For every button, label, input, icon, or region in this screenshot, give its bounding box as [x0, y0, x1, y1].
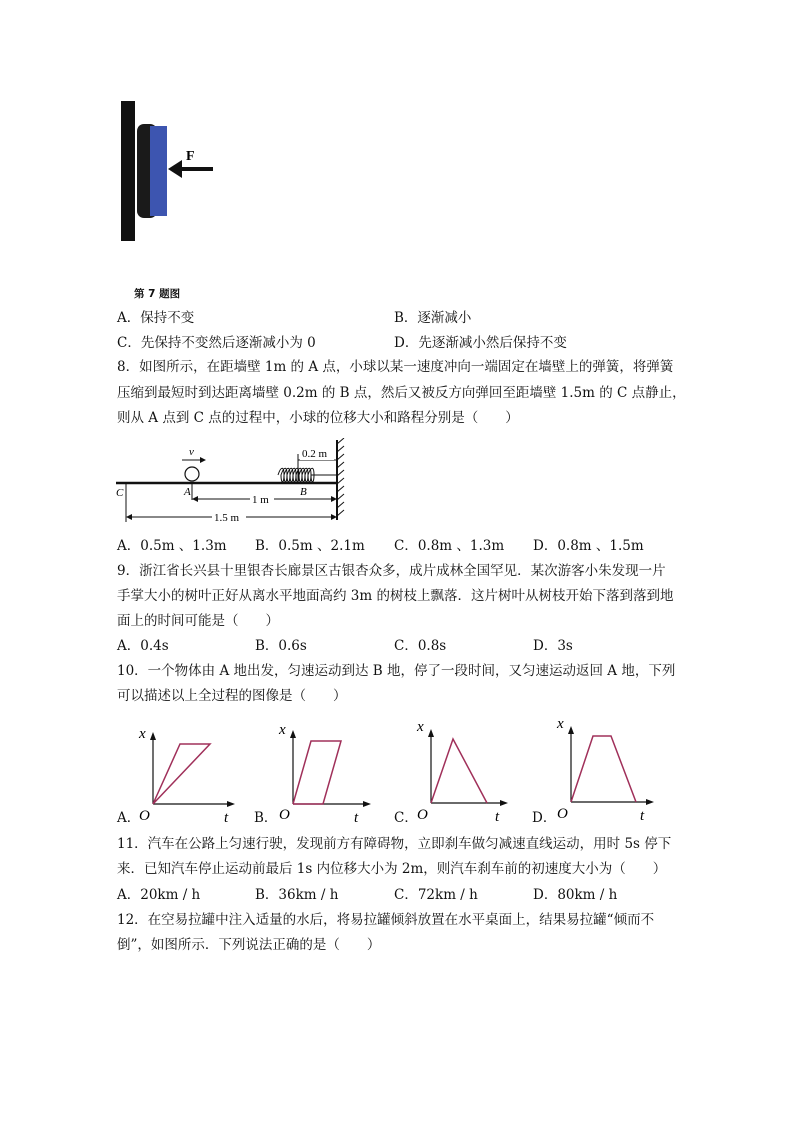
wall — [121, 101, 135, 241]
q7-option-a[interactable]: A．保持不变 — [117, 310, 195, 326]
eraser-front — [150, 126, 167, 216]
q10-option-b-label[interactable]: B． — [254, 810, 278, 826]
q9-option-b[interactable]: B．0.6s — [255, 638, 307, 654]
dim-0.2-label: 0.2 m — [302, 448, 328, 460]
q10-option-a-label[interactable]: A． — [117, 810, 141, 826]
dim-1.5-label: 1.5 m — [214, 512, 240, 524]
q11-option-b[interactable]: B．36km / h — [255, 887, 339, 903]
q10d-x-label: x — [557, 716, 564, 732]
q10-option-c-label[interactable]: C． — [394, 810, 418, 826]
q11-line-2: 来．已知汽车停止运动前最后 1s 内位移大小为 2m，则汽车刹车前的初速度大小为（ ） — [117, 861, 667, 877]
q10a-x-label: x — [139, 726, 146, 742]
q10d-t-arrow — [646, 799, 654, 805]
q9-option-d[interactable]: D．3s — [533, 638, 573, 654]
q10-graph-a[interactable] — [136, 720, 246, 825]
q10c-x-label: x — [417, 719, 424, 735]
q7-option-b[interactable]: B．逐渐减小 — [394, 310, 472, 326]
q8-option-c[interactable]: C．0.8m 、1.3m — [394, 538, 505, 554]
q11-option-a[interactable]: A．20km / h — [117, 887, 201, 903]
q7-caption: 第 7 题图 — [134, 288, 181, 300]
q10b-t-label: t — [354, 810, 359, 825]
q10c-curve — [431, 739, 487, 803]
dim-1.5-arrow-left — [126, 514, 132, 520]
point-a-label: A — [184, 486, 191, 498]
q12-line-2: 倒”，如图所示．下列说法正确的是（ ） — [117, 937, 381, 953]
force-arrow-head — [168, 160, 182, 178]
q10-line-1: 10．一个物体由 A 地出发，匀速运动到达 B 地，停了一段时间，又匀速运动返回 A 地，下列 — [117, 663, 676, 679]
q8-option-b[interactable]: B．0.5m 、2.1m — [255, 538, 365, 554]
q10c-t-arrow — [500, 800, 508, 806]
q10a-origin-label: O — [139, 808, 150, 824]
q9-line-3: 面上的时间可能是（ ） — [117, 613, 279, 629]
q10b-origin-label: O — [279, 807, 290, 823]
velocity-arrow-head — [200, 457, 206, 463]
q12-line-1: 12．在空易拉罐中注入适量的水后，将易拉罐倾斜放置在水平桌面上，结果易拉罐“倾而不 — [117, 912, 655, 928]
q10b-curve — [293, 741, 341, 804]
q11-option-d[interactable]: D．80km / h — [533, 887, 618, 903]
q10d-y-arrow — [568, 726, 574, 734]
q10-graph-c[interactable] — [413, 713, 523, 825]
q11-line-1: 11．汽车在公路上匀速行驶，发现前方有障碍物，立即刹车做匀减速直线运动，用时 5s 停下 — [117, 836, 672, 852]
velocity-label: v — [189, 446, 194, 458]
q10c-t-label: t — [495, 809, 500, 825]
q8-figure — [112, 438, 352, 528]
q9-option-a[interactable]: A．0.4s — [117, 638, 169, 654]
q10a-t-label: t — [224, 810, 229, 825]
point-c-label: C — [116, 487, 124, 499]
dim-1-arrow-left — [192, 496, 198, 502]
force-label: F — [186, 149, 195, 164]
q10d-curve — [571, 736, 636, 802]
point-b-label: B — [300, 486, 307, 498]
q7-option-c[interactable]: C．先保持不变然后逐渐减小为 0 — [117, 335, 316, 351]
q10c-y-arrow — [428, 729, 434, 737]
q10-line-2: 可以描述以上全过程的图像是（ ） — [117, 688, 347, 704]
q10-option-d-label[interactable]: D． — [532, 810, 557, 826]
q8-option-a[interactable]: A．0.5m 、1.3m — [117, 538, 227, 554]
q10b-y-arrow — [290, 730, 296, 738]
q9-option-c[interactable]: C．0.8s — [394, 638, 447, 654]
q8-line-3: 则从 A 点到 C 点的过程中，小球的位移大小和路程分别是（ ） — [117, 410, 519, 426]
q10a-t-arrow — [227, 801, 235, 807]
q8-option-d[interactable]: D．0.8m 、1.5m — [533, 538, 644, 554]
q10-graph-b[interactable] — [274, 716, 384, 825]
q9-line-1: 9．浙江省长兴县十里银杏长廊景区古银杏众多，成片成林全国罕见．某次游客小朱发现一片 — [117, 563, 666, 579]
spring — [278, 468, 337, 482]
q10a-y-arrow — [150, 732, 156, 740]
q10c-origin-label: O — [417, 807, 428, 823]
q10-graph-d[interactable] — [552, 710, 667, 825]
ball — [185, 467, 199, 481]
q10d-t-label: t — [640, 808, 645, 824]
q7-option-d[interactable]: D．先逐渐减小然后保持不变 — [394, 335, 567, 351]
q10d-origin-label: O — [557, 806, 568, 822]
q10a-curve — [153, 744, 210, 804]
wall-hatching — [337, 438, 344, 516]
q9-line-2: 手掌大小的树叶正好从离水平地面高约 3m 的树枝上飘落．这片树叶从树枝开始下落到落到地 — [117, 588, 674, 604]
q8-line-1: 8．如图所示，在距墙壁 1m 的 A 点，小球以某一速度冲向一端固定在墙壁上的弹簧，将弹簧 — [117, 359, 674, 375]
dim-1-label: 1 m — [252, 494, 269, 506]
q11-option-c[interactable]: C．72km / h — [394, 887, 478, 903]
q7-figure — [110, 96, 230, 246]
q10b-x-label: x — [279, 722, 286, 738]
q8-line-2: 压缩到最短时到达距离墙壁 0.2m 的 B 点，然后又被反方向弹回至距墙壁 1.5m 的 C 点静止， — [117, 385, 686, 401]
q10b-t-arrow — [363, 801, 371, 807]
